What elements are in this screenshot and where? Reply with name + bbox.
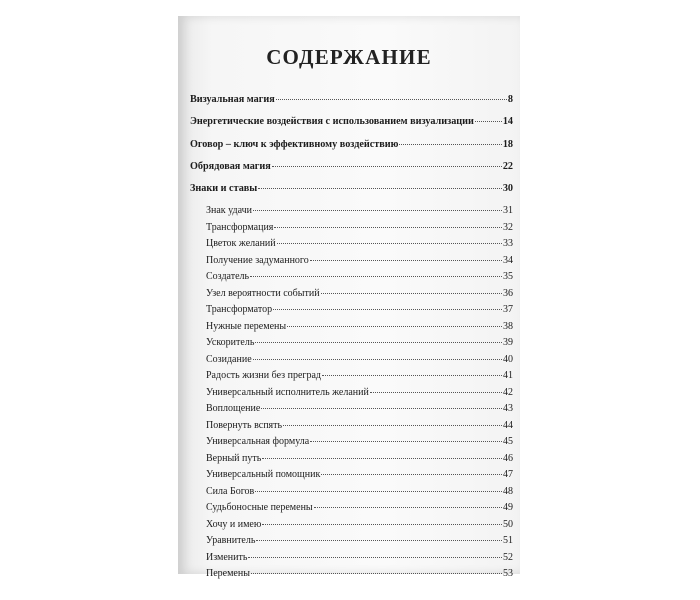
toc-entry-label: Получение задуманного <box>206 254 309 266</box>
dot-leader <box>250 276 502 277</box>
dot-leader <box>276 99 507 100</box>
toc-page-number: 35 <box>503 271 513 283</box>
toc-page-number: 50 <box>503 518 513 530</box>
toc-page-number: 52 <box>503 551 513 563</box>
toc-subentry[interactable] <box>190 519 513 536</box>
toc-page-number: 32 <box>503 221 513 233</box>
toc-entry-label: Судьбоносные перемены <box>206 502 313 514</box>
toc-page-number: 22 <box>502 160 513 172</box>
toc-page-number: 49 <box>503 502 513 514</box>
table-of-contents <box>190 94 513 585</box>
toc-subentry[interactable] <box>190 304 513 321</box>
dot-leader <box>475 121 502 122</box>
toc-entry-label: Знаки и ставы <box>190 183 258 195</box>
dot-leader <box>370 392 502 393</box>
toc-subentry[interactable] <box>190 535 513 552</box>
toc-entry-label: Трансформация <box>206 221 274 233</box>
toc-subentry[interactable] <box>190 354 513 371</box>
toc-subentry[interactable] <box>190 288 513 305</box>
toc-subentry[interactable] <box>190 420 513 437</box>
toc-subentry[interactable] <box>190 453 513 470</box>
dot-leader <box>283 425 502 426</box>
toc-page-number: 33 <box>503 238 513 250</box>
toc-page-number: 34 <box>503 254 513 266</box>
toc-entry-label: Знак удачи <box>206 205 253 217</box>
toc-entry-label: Уравнитель <box>206 535 256 547</box>
dot-leader <box>256 540 502 541</box>
toc-page-number: 8 <box>507 94 513 105</box>
toc-subentry[interactable] <box>190 552 513 569</box>
toc-entry-label: Созидание <box>206 353 252 365</box>
dot-leader <box>261 408 502 409</box>
toc-page-number: 44 <box>503 419 513 431</box>
toc-subentry[interactable] <box>190 387 513 404</box>
dot-leader <box>255 342 502 343</box>
toc-page-number: 30 <box>502 183 513 195</box>
toc-entry[interactable] <box>190 183 513 200</box>
toc-page-number: 43 <box>503 403 513 415</box>
toc-subentry[interactable] <box>190 321 513 338</box>
toc-entry-label: Универсальный помощник <box>206 469 321 481</box>
toc-page-number: 42 <box>503 386 513 398</box>
toc-page-number: 18 <box>502 138 513 150</box>
toc-subentry[interactable] <box>190 255 513 272</box>
dot-leader <box>273 309 502 310</box>
toc-page-number: 51 <box>503 535 513 547</box>
toc-entry-label: Сила Богов <box>206 485 255 497</box>
toc-page-number: 53 <box>503 568 513 580</box>
toc-page-number: 14 <box>502 116 513 128</box>
toc-entry-label: Универсальный исполнитель желаний <box>206 386 369 398</box>
toc-page-number: 45 <box>503 436 513 448</box>
toc-page-number: 38 <box>503 320 513 332</box>
dot-leader <box>310 441 502 442</box>
toc-page-number: 47 <box>503 469 513 481</box>
toc-page-number: 31 <box>503 205 513 217</box>
book-page <box>178 16 520 580</box>
toc-page-number: 37 <box>503 304 513 316</box>
dot-leader <box>272 166 502 167</box>
toc-subentry[interactable] <box>190 222 513 239</box>
toc-subentry[interactable] <box>190 502 513 519</box>
toc-entry-label: Хочу и имею <box>206 518 262 530</box>
dot-leader <box>321 474 502 475</box>
toc-subentry[interactable] <box>190 436 513 453</box>
toc-entry-label: Визуальная магия <box>190 94 275 105</box>
dot-leader <box>399 144 501 145</box>
toc-entry-label: Создатель <box>206 271 250 283</box>
toc-subentry[interactable] <box>190 370 513 387</box>
toc-entry-label: Цветок желаний <box>206 238 276 250</box>
toc-entry[interactable] <box>190 94 513 111</box>
page-title: СОДЕРЖАНИЕ <box>266 45 432 69</box>
toc-entry-label: Ускоритель <box>206 337 255 349</box>
dot-leader <box>322 375 502 376</box>
toc-entry-label: Перемены <box>206 568 250 580</box>
toc-entry[interactable] <box>190 161 513 178</box>
dot-leader <box>287 326 502 327</box>
dot-leader <box>262 458 502 459</box>
dot-leader <box>277 243 502 244</box>
toc-entry-label: Верный путь <box>206 452 262 464</box>
toc-entry-label: Оговор – ключ к эффективному воздействию <box>190 138 399 150</box>
dot-leader <box>251 573 502 574</box>
dot-leader <box>258 188 502 189</box>
toc-entry-label: Узел вероятности событий <box>206 287 320 299</box>
toc-page-number: 48 <box>503 485 513 497</box>
toc-subentry[interactable] <box>190 205 513 222</box>
toc-entry-label: Нужные перемены <box>206 320 287 332</box>
dot-leader <box>255 491 502 492</box>
toc-entry[interactable] <box>190 139 513 156</box>
toc-entry-label: Воплощение <box>206 403 261 415</box>
dot-leader <box>321 293 502 294</box>
toc-page-number: 40 <box>503 353 513 365</box>
dot-leader <box>253 210 502 211</box>
dot-leader <box>314 507 502 508</box>
toc-subentry[interactable] <box>190 469 513 486</box>
toc-entry-label: Изменить <box>206 551 248 563</box>
dot-leader <box>253 359 502 360</box>
toc-page-number: 39 <box>503 337 513 349</box>
toc-page-number: 46 <box>503 452 513 464</box>
toc-entry-label: Обрядовая магия <box>190 160 271 172</box>
dot-leader <box>262 524 502 525</box>
toc-page-number: 36 <box>503 287 513 299</box>
toc-subentry[interactable] <box>190 568 513 585</box>
toc-entry-label: Энергетические воздействия с использованием визуализации <box>190 116 474 128</box>
toc-subentry[interactable] <box>190 337 513 354</box>
toc-subentry[interactable] <box>190 271 513 288</box>
toc-entry-label: Повернуть вспять <box>206 419 283 431</box>
dot-leader <box>248 557 502 558</box>
toc-page-number: 41 <box>503 370 513 382</box>
toc-entry-label: Универсальная формула <box>206 436 310 448</box>
toc-entry[interactable] <box>190 116 513 133</box>
dot-leader <box>274 227 502 228</box>
toc-subentry[interactable] <box>190 486 513 503</box>
toc-subentry[interactable] <box>190 403 513 420</box>
toc-entry-label: Трансформатор <box>206 304 273 316</box>
toc-subentry[interactable] <box>190 238 513 255</box>
toc-entry-label: Радость жизни без преград <box>206 370 322 382</box>
dot-leader <box>310 260 502 261</box>
